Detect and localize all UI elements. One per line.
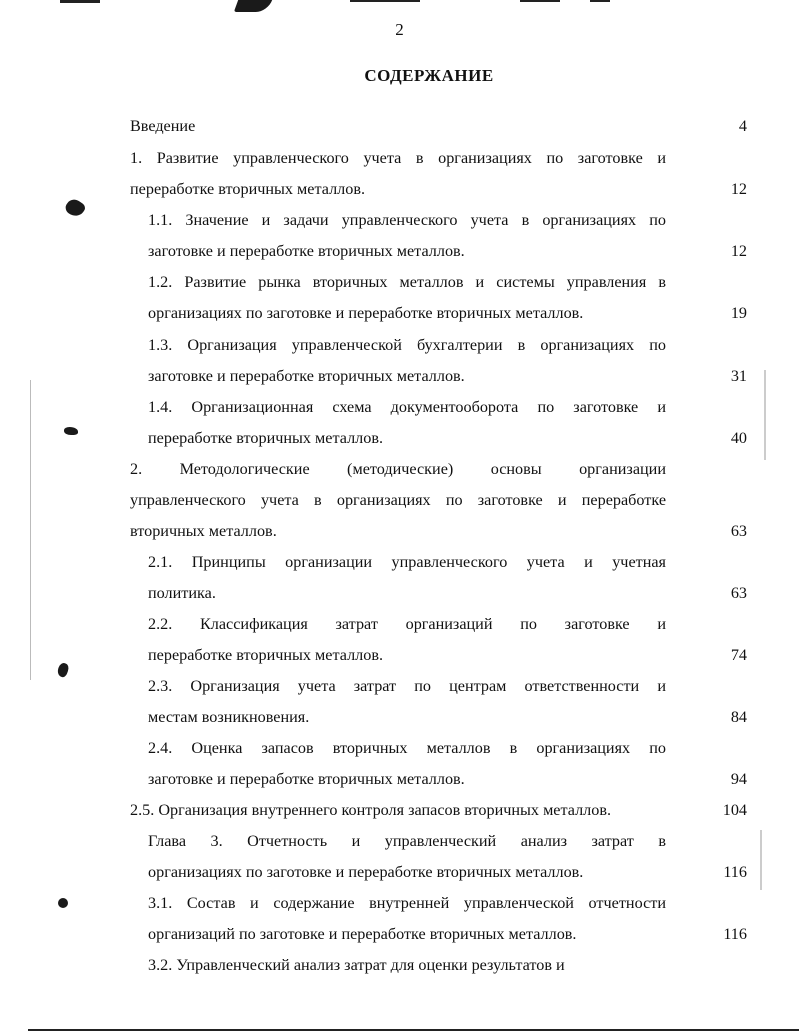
toc-entry-4-page: 19 (730, 304, 747, 322)
toc-entry-13-page: 116 (723, 863, 747, 881)
toc-entry-2-line-1: 1. Развитие управленческого учета в организациях по заготовке и (130, 149, 666, 167)
toc-entry-6-page: 40 (730, 429, 747, 447)
toc-entry-14-page: 116 (723, 925, 747, 943)
page-title: СОДЕРЖАНИЕ (364, 66, 494, 85)
toc-entry-1-page: 4 (738, 117, 747, 135)
scan-top-mark-mid (350, 0, 420, 2)
toc-entry-7-line-3: вторичных металлов. (130, 522, 277, 540)
toc-entry-10-page: 84 (730, 708, 747, 726)
scan-top-blot (234, 0, 272, 12)
scan-bottom-rule (28, 1029, 799, 1031)
toc-entry-11-line-2: заготовке и переработке вторичных металлов. (148, 770, 465, 788)
toc-entry-5-line-1: 1.3. Организация управленческой бухгалтерии в организациях по (148, 336, 666, 354)
toc-entry-6-line-1: 1.4. Организационная схема документооборота по заготовке и (148, 398, 666, 416)
toc-entry-8-line-2: политика. (148, 584, 216, 602)
toc-entry-5-line-2: заготовке и переработке вторичных металлов. (148, 367, 465, 385)
toc-entry-14-line-1: 3.1. Состав и содержание внутренней управленческой отчетности (148, 894, 666, 912)
toc-entry-7-line-1: 2. Методологические (методические) основы организации (130, 460, 666, 478)
toc-entry-13-line-1: Глава 3. Отчетность и управленческий анализ затрат в (148, 832, 666, 850)
toc-entry-7-page: 63 (730, 522, 747, 540)
toc-entry-3-line-2: заготовке и переработке вторичных металлов. (148, 242, 465, 260)
toc-entry-11-line-1: 2.4. Оценка запасов вторичных металлов в организациях по (148, 739, 666, 757)
scan-top-mark-left (60, 0, 100, 3)
toc-entry-4-line-1: 1.2. Развитие рынка вторичных металлов и системы управления в (148, 273, 666, 291)
toc-entry-2-line-2: переработке вторичных металлов. (130, 180, 366, 198)
toc-entry-3-line-1: 1.1. Значение и задачи управленческого учета в организациях по (148, 211, 666, 229)
toc-entry-12-line-1: 2.5. Организация внутреннего контроля запасов вторичных металлов. (130, 801, 612, 819)
toc-entry-12-page: 104 (722, 801, 747, 819)
scan-hole-mark-3 (56, 662, 70, 679)
toc-entry-3-page: 12 (730, 242, 747, 260)
scan-left-edge (30, 380, 31, 680)
toc-entry-13-line-2: организациях по заготовке и переработке вторичных металлов. (148, 863, 584, 881)
toc-entry-15-line-1: 3.2. Управленческий анализ затрат для оценки результатов и (148, 956, 565, 974)
toc-entry-9-page: 74 (730, 646, 747, 664)
page-number: 2 (395, 20, 404, 39)
toc-entry-1-line-1: Введение (130, 117, 196, 135)
toc-entry-6-line-2: переработке вторичных металлов. (148, 429, 384, 447)
toc-entry-10-line-2: местам возникновения. (148, 708, 310, 726)
scan-right-noise-1 (764, 370, 766, 460)
toc-entry-5-page: 31 (730, 367, 747, 385)
scan-top-mark-right (520, 0, 560, 2)
toc-entry-9-line-1: 2.2. Классификация затрат организаций по заготовке и (148, 615, 666, 633)
toc-entry-11-page: 94 (730, 770, 747, 788)
scan-hole-mark-2 (64, 427, 78, 435)
toc-entry-4-line-2: организациях по заготовке и переработке вторичных металлов. (148, 304, 584, 322)
scan-top-mark-far-right (590, 0, 610, 2)
scan-right-noise-2 (760, 830, 762, 890)
toc-entry-9-line-2: переработке вторичных металлов. (148, 646, 384, 664)
toc-entry-8-page: 63 (730, 584, 747, 602)
toc-entry-8-line-1: 2.1. Принципы организации управленческого учета и учетная (148, 553, 666, 571)
toc-entry-10-line-1: 2.3. Организация учета затрат по центрам ответственности и (148, 677, 666, 695)
toc-entry-2-page: 12 (730, 180, 747, 198)
scan-hole-mark-4 (58, 898, 68, 908)
scan-hole-mark-1 (63, 196, 87, 219)
toc-entry-14-line-2: организаций по заготовке и переработке вторичных металлов. (148, 925, 577, 943)
toc-entry-7-line-2: управленческого учета в организациях по заготовке и переработке (130, 491, 666, 509)
